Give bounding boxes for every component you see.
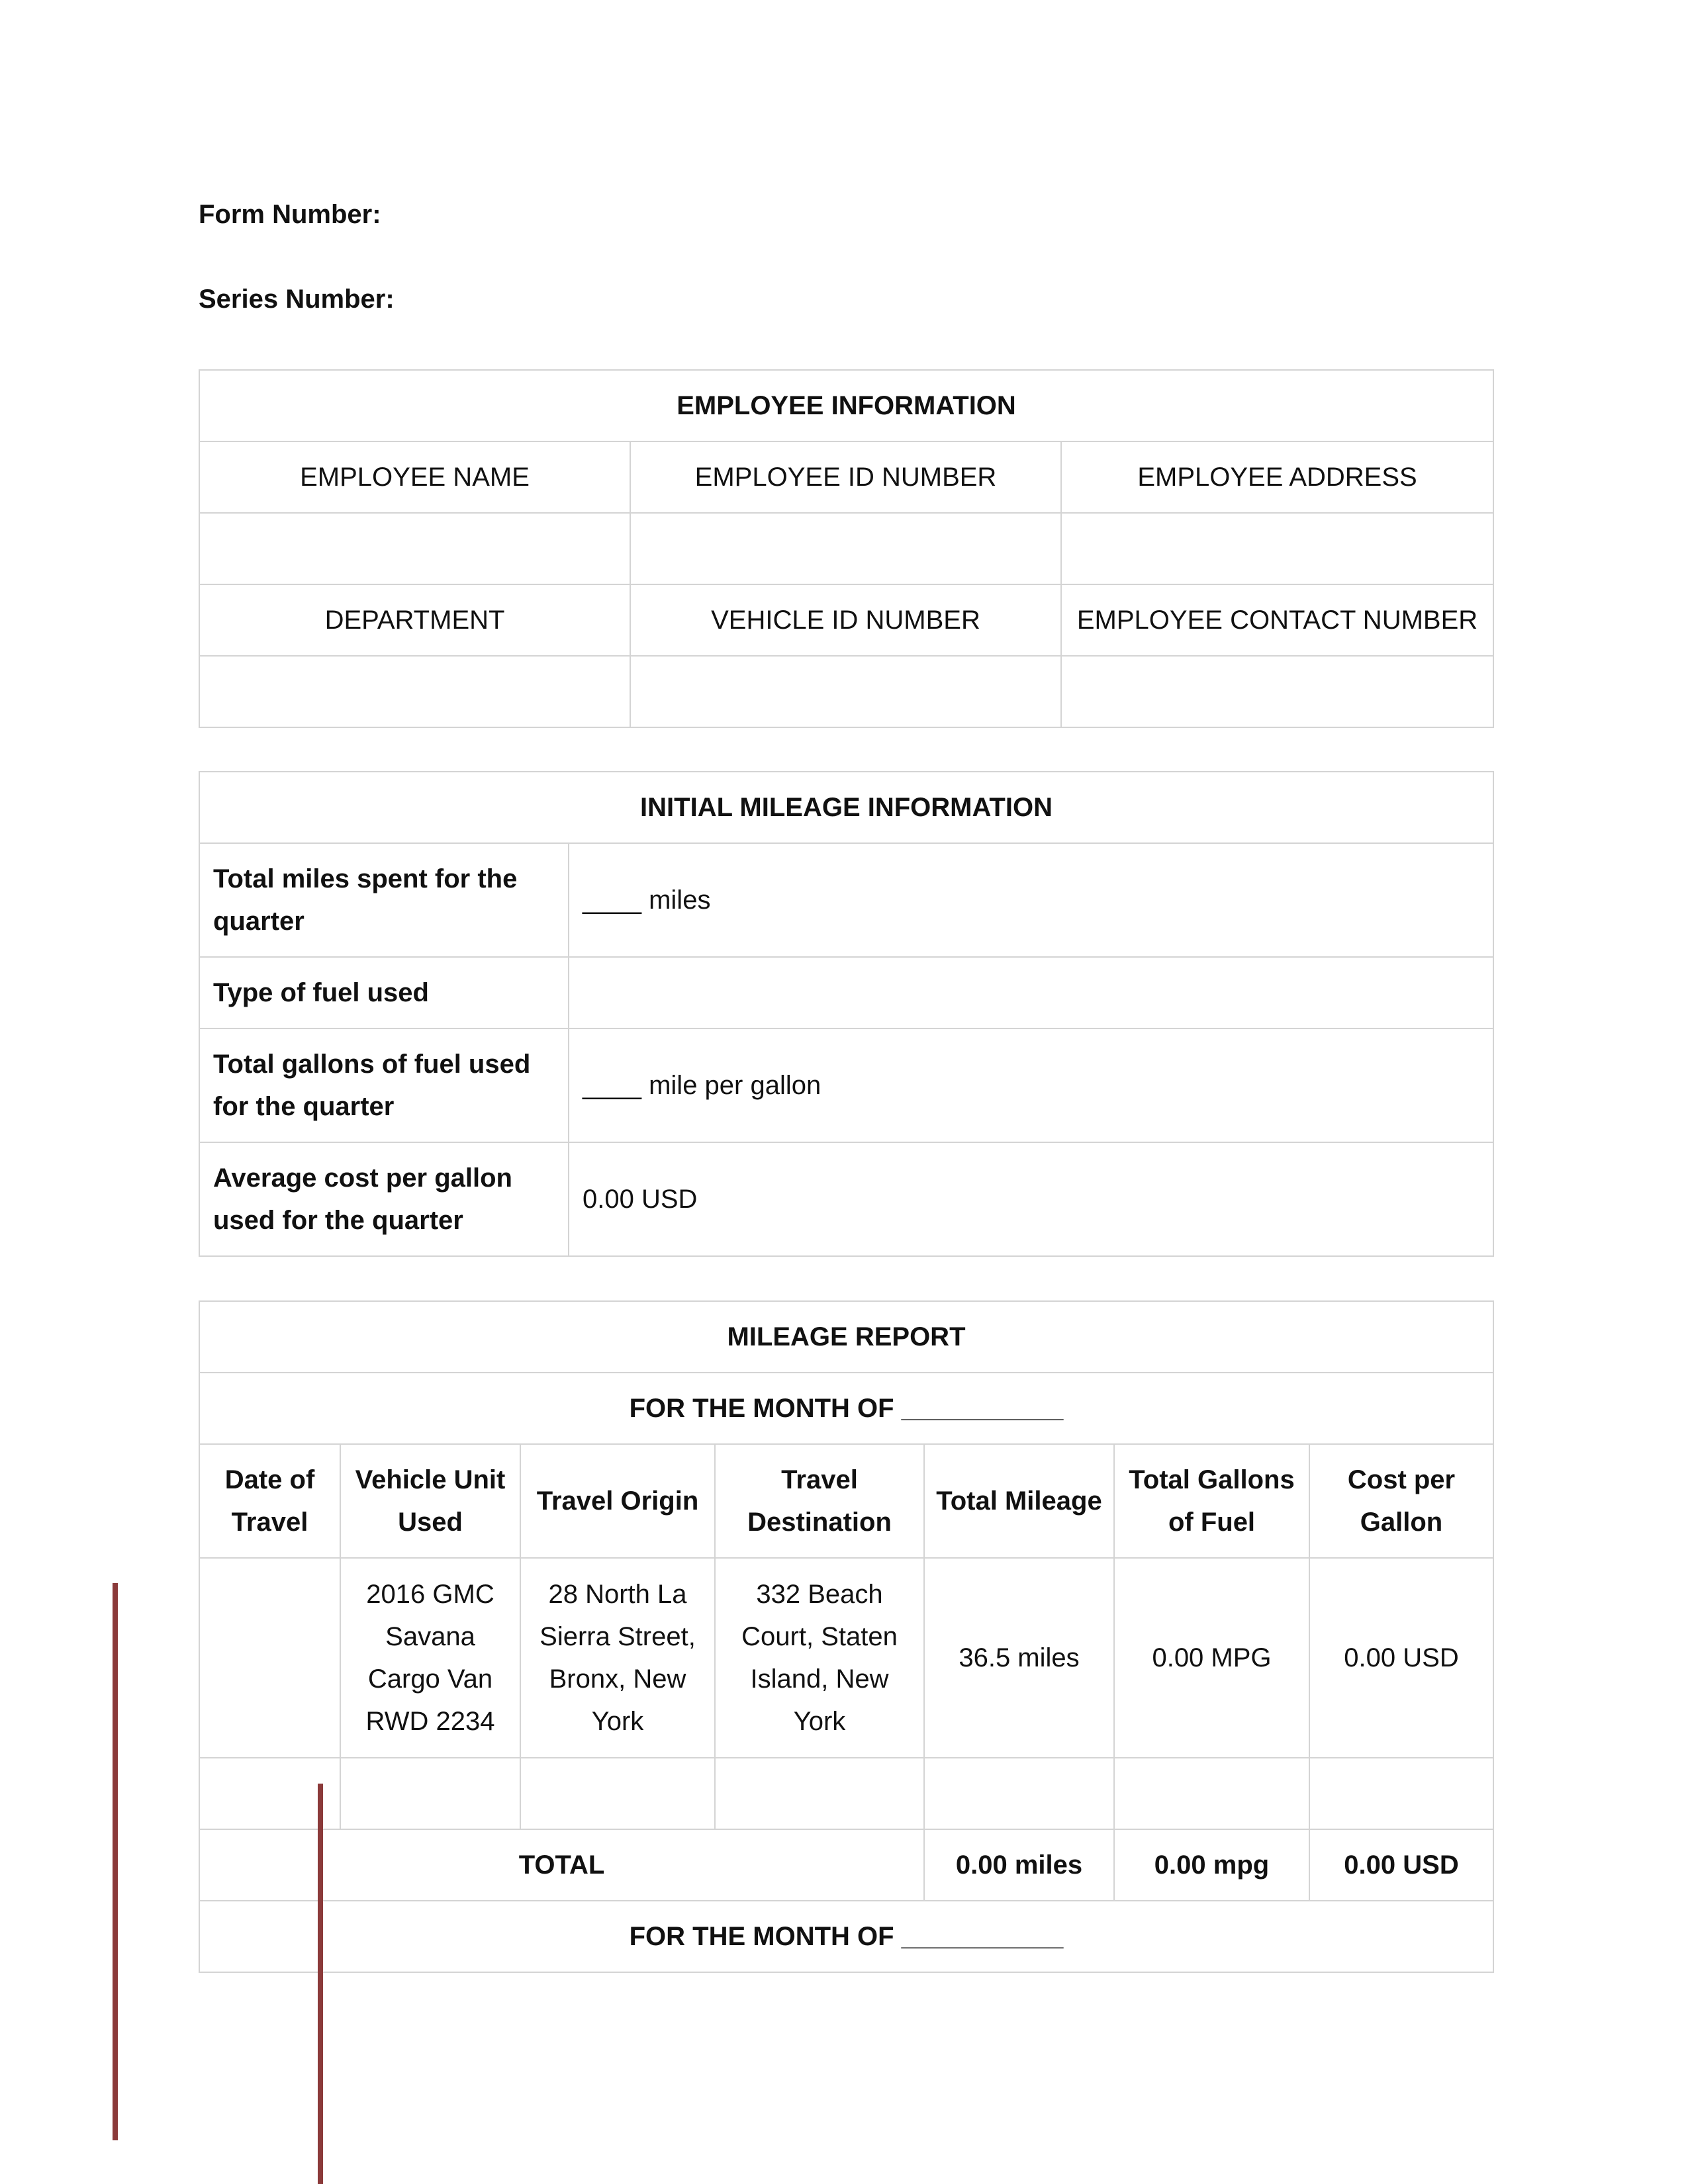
employee-info-table bbox=[199, 369, 1494, 728]
initial-mileage-title: INITIAL MILEAGE INFORMATION bbox=[199, 772, 1493, 843]
row2-gallons[interactable] bbox=[1114, 1758, 1309, 1829]
employee-info-title: EMPLOYEE INFORMATION bbox=[199, 370, 1493, 441]
average-cost-label: Average cost per gallon used for the quarter bbox=[199, 1142, 569, 1256]
employee-address-field[interactable] bbox=[1061, 513, 1493, 584]
row1-gallons[interactable]: 0.00 MPG bbox=[1114, 1558, 1309, 1758]
col-header-destination: Travel Destination bbox=[715, 1444, 924, 1558]
employee-id-header: EMPLOYEE ID NUMBER bbox=[630, 441, 1061, 513]
month-label-1: FOR THE MONTH OF ___________ bbox=[199, 1373, 1493, 1444]
row1-origin[interactable]: 28 North La Sierra Street, Bronx, New York bbox=[520, 1558, 715, 1758]
employee-name-header: EMPLOYEE NAME bbox=[199, 441, 630, 513]
total-miles-label: Total miles spent for the quarter bbox=[199, 843, 569, 957]
row2-destination[interactable] bbox=[715, 1758, 924, 1829]
total-gallons: 0.00 mpg bbox=[1114, 1829, 1309, 1901]
mileage-report-title: MILEAGE REPORT bbox=[199, 1301, 1493, 1373]
col-header-vehicle: Vehicle Unit Used bbox=[340, 1444, 520, 1558]
employee-name-field[interactable] bbox=[199, 513, 630, 584]
col-header-mileage: Total Mileage bbox=[924, 1444, 1114, 1558]
department-field[interactable] bbox=[199, 656, 630, 727]
total-mileage: 0.00 miles bbox=[924, 1829, 1114, 1901]
col-header-date: Date of Travel bbox=[199, 1444, 340, 1558]
fuel-type-value[interactable] bbox=[569, 957, 1493, 1028]
mileage-report-table bbox=[199, 1300, 1494, 1973]
table-row bbox=[199, 1758, 1493, 1829]
row2-cost[interactable] bbox=[1309, 1758, 1493, 1829]
month-label-2: FOR THE MONTH OF ___________ bbox=[199, 1901, 1493, 1972]
series-number-label: Series Number: bbox=[199, 285, 395, 314]
row1-destination[interactable]: 332 Beach Court, Staten Island, New York bbox=[715, 1558, 924, 1758]
row2-vehicle[interactable] bbox=[340, 1758, 520, 1829]
table-row bbox=[199, 1558, 1493, 1758]
total-cost: 0.00 USD bbox=[1309, 1829, 1493, 1901]
employee-contact-header: EMPLOYEE CONTACT NUMBER bbox=[1061, 584, 1493, 656]
initial-mileage-table bbox=[199, 771, 1494, 1257]
col-header-gallons: Total Gallons of Fuel bbox=[1114, 1444, 1309, 1558]
col-header-cost: Cost per Gallon bbox=[1309, 1444, 1493, 1558]
accent-line-right bbox=[318, 1784, 323, 2184]
total-gallons-value[interactable]: ____ mile per gallon bbox=[569, 1028, 1493, 1142]
employee-address-header: EMPLOYEE ADDRESS bbox=[1061, 441, 1493, 513]
department-header: DEPARTMENT bbox=[199, 584, 630, 656]
row1-mileage[interactable]: 36.5 miles bbox=[924, 1558, 1114, 1758]
row1-vehicle[interactable]: 2016 GMC Savana Cargo Van RWD 2234 bbox=[340, 1558, 520, 1758]
total-row bbox=[199, 1829, 1493, 1901]
row1-date[interactable] bbox=[199, 1558, 340, 1758]
vehicle-id-header: VEHICLE ID NUMBER bbox=[630, 584, 1061, 656]
fuel-type-label: Type of fuel used bbox=[199, 957, 569, 1028]
vehicle-id-field[interactable] bbox=[630, 656, 1061, 727]
total-gallons-label: Total gallons of fuel used for the quarter bbox=[199, 1028, 569, 1142]
col-header-origin: Travel Origin bbox=[520, 1444, 715, 1558]
row1-cost[interactable]: 0.00 USD bbox=[1309, 1558, 1493, 1758]
average-cost-value[interactable]: 0.00 USD bbox=[569, 1142, 1493, 1256]
row2-mileage[interactable] bbox=[924, 1758, 1114, 1829]
form-number-label: Form Number: bbox=[199, 200, 381, 229]
employee-id-field[interactable] bbox=[630, 513, 1061, 584]
total-label: TOTAL bbox=[199, 1829, 924, 1901]
row2-origin[interactable] bbox=[520, 1758, 715, 1829]
total-miles-value[interactable]: ____ miles bbox=[569, 843, 1493, 957]
accent-line-left bbox=[113, 1583, 118, 2140]
employee-contact-field[interactable] bbox=[1061, 656, 1493, 727]
